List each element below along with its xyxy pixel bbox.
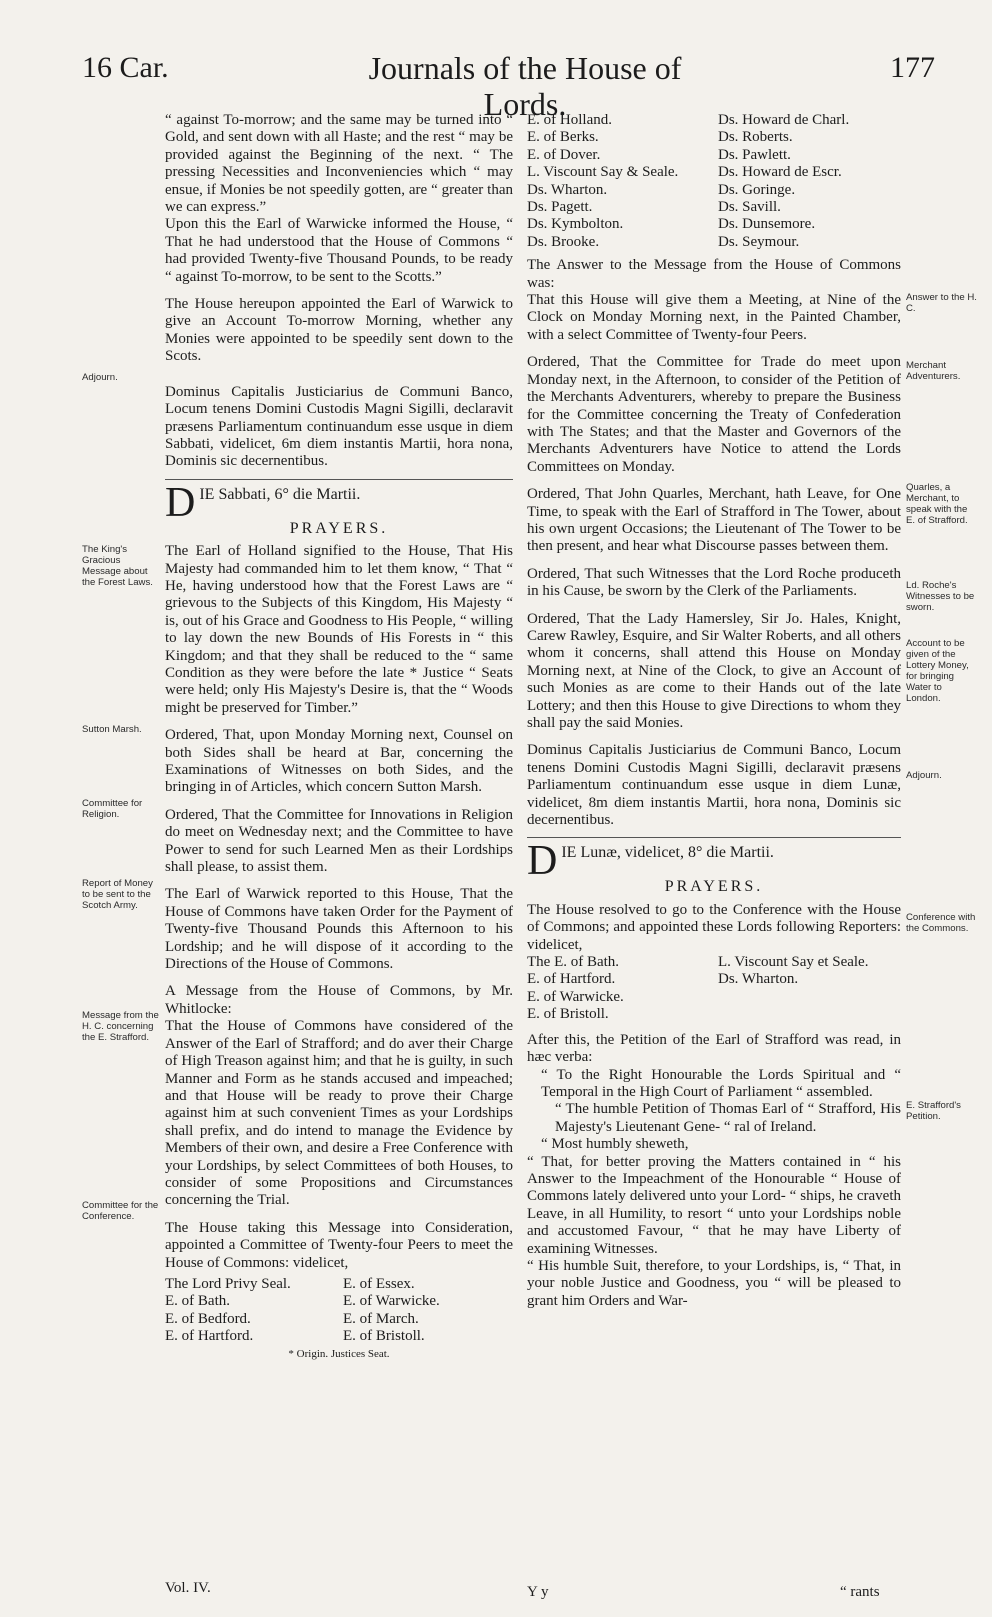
left-adjournment: Dominus Capitalis Justiciarius de Communi Banco, Locum tenens Domini Custodis Magni Sigilli, declaravit præsens Parliamentum continuandum esse usque in diem Sabbati, videlicet, 6m diem instantis Martii, hora nona, Dominis sic decernentibus. [165,383,513,470]
left-religion-committee-order: Ordered, That the Committee for Innovations in Religion do meet on Wednesday next; and the Committee to have Power to send for such Learned Men as their Lordships shall please, to assist them. [165,806,513,876]
margin-note-adjourn-right: Adjourn. [906,770,942,781]
volume-label: Vol. IV. [165,1580,211,1596]
left-committee-list-col2 [335,1276,513,1346]
list-item: E. of Warwicke. [527,988,624,1005]
left-sutton-marsh-order: Ordered, That, upon Monday Morning next, Counsel on both Sides shall be heard at Bar, concerning the Examinations of Witnesses on both Sides, and the bringing in of Articles, which concern Sutton Marsh. [165,727,513,796]
right-lottery-order: Ordered, That the Lady Hamersley, Sir Jo. Hales, Knight, Carew Rawley, Esquire, and Sir Walter Roberts, and all others whom it concerns, shall attend this House on Monday Morning next, at Nine of the Clock, to give an Account of such Monies as are come to their Hands out of the late Lottery; and then this House to give Directions to whom they shall pay the said Monies. [527,610,901,731]
list-item: Ds. Dunsemore. [718,216,816,233]
margin-note-quarles: Quarles, a Merchant, to speak with the E. of Strafford. [906,482,968,526]
margin-note-strafford-message: Message from the H. C. concerning the E. Strafford. [82,1010,159,1043]
margin-note-sutton-marsh: Sutton Marsh. [82,724,142,735]
list-item: The Lord Privy Seal. [165,1275,291,1292]
right-column [527,112,901,1310]
left-committee-list-col1 [165,1276,335,1346]
list-item: Ds. Wharton. [718,971,799,988]
margin-note-answer-hc: Answer to the H. C. [906,292,977,314]
right-petition-sheweth: “ Most humbly sheweth, [541,1136,689,1153]
left-prayers: PRAYERS. [289,519,389,537]
left-commons-message: A Message from the House of Commons, by Mr. Whitlocke: [165,983,513,1017]
right-adjournment: Dominus Capitalis Justiciarius de Communi Banco, Locum tenens Domini Custodis Magni Sigilli, declaravit præsens Parliamentum continuandum esse usque in diem Lunæ, videlicet, 8m diem instantis Martii, hora nona, Dominis sic decernentibus. [527,742,901,829]
left-conference-committee: The House taking this Message into Consideration, appointed a Committee of Twenty-four Peers to meet the House of Commons: videlicet, [165,1219,513,1271]
right-reporters-list [527,954,901,1024]
right-committee-list-col1 [527,112,710,251]
page-number: 177 [890,51,935,84]
right-roche-witnesses-order: Ordered, That such Witnesses that the Lord Roche produceth in his Cause, be sworn by the Clerk of the Parliaments. [527,565,901,600]
right-answer-text: That this House will give them a Meeting, at Nine of the Clock on Monday Morning next, in the Painted Chamber, with a select Committee of Twenty-four Peers. [527,292,901,343]
drop-cap: D [165,479,196,526]
footnote: * Origin. Justices Seat. [288,1347,390,1360]
list-item: Ds. Howard de Charl. [718,112,850,128]
left-day-heading [165,479,513,526]
right-petition-intro: After this, the Petition of the Earl of Strafford was read, in hæc verba: [527,1031,901,1066]
left-warwick-appointed: The House hereupon appointed the Earl of Warwick to give an Account To-morrow Morning, whether any Monies were appointed to be speedily sent down to the Scots. [165,296,513,365]
list-item: E. of March. [343,1310,419,1327]
right-reporters-col1 [527,954,710,1024]
left-warwick-report: The Earl of Warwick reported to this House, That the House of Commons have taken Order for the Payment of Twenty-five Thousand Pounds this Afternoon to his Lordship; and he will dispose of it according to the Directions of the House of Commons. [165,886,513,973]
right-trade-committee-order: Ordered, That the Committee for Trade do meet upon Monday next, in the Afternoon, to consider of the Petition of the Merchants Adventurers, whereby to prepare the Business for the Committee concerning the Treaty of Confederation with The States; and that the Master and Governors of the Merchants Adventurers have Notice to attend the Lords Committees on Monday. [527,354,901,475]
list-item: Ds. Savill. [718,199,781,216]
list-item: E. of Dover. [527,146,601,163]
divider [165,479,513,480]
list-item: Ds. Kymbolton. [527,216,624,233]
list-item: Ds. Brooke. [527,233,600,250]
margin-note-adjourn: Adjourn. [82,372,118,383]
list-item: Ds. Howard de Escr. [718,164,842,181]
list-item: E. of Hartford. [527,971,616,988]
margin-note-conference-committee: Committee for the Conference. [82,1200,159,1222]
divider [527,837,901,838]
right-conference-resolution: The House resolved to go to the Conference with the House of Commons; and appointed these Lords following Reporters: videlicet, [527,901,901,953]
list-item: E. of Bristoll. [343,1328,425,1345]
drop-cap: D [527,838,558,885]
margin-note-lottery: Account to be given of the Lottery Money, for bringing Water to London. [906,638,969,704]
list-item: Ds. Goringe. [718,181,796,198]
margin-note-religion: Committee for Religion. [82,798,143,820]
right-answer-intro: The Answer to the Message from the House of Commons was: [527,257,901,291]
margin-note-forest-laws: The King's Gracious Message about the Forest Laws. [82,544,153,588]
list-item: L. Viscount Say & Seale. [527,164,679,181]
margin-note-strafford-petition: E. Strafford's Petition. [906,1100,961,1122]
margin-note-scotch-army: Report of Money to be sent to the Scotch Army. [82,878,153,911]
list-item: The E. of Bath. [527,954,620,971]
right-petition-body: “ That, for better proving the Matters contained in “ his Answer to the Impeachment of the Honourable “ House of Commons lately delivered unto your Lord- “ ships, he craveth Leave, in all Humility, to resort “ unto your Lordships noble and accustomed Favour, “ that he may have Liberty of examining Witnesses. [527,1153,901,1257]
list-item: E. of Bristoll. [527,1006,609,1023]
right-day-heading [527,838,901,885]
margin-note-merchant-adventurers: Merchant Adventurers. [906,360,961,382]
list-item: E. of Bedford. [165,1310,251,1327]
right-reporters-col2 [710,954,901,1024]
right-committee-list-col2 [710,112,901,251]
list-item: Ds. Wharton. [527,181,608,198]
list-item: E. of Warwicke. [343,1293,440,1310]
left-warwick-informed: Upon this the Earl of Warwicke informed the House, “ That he had understood that the House of Commons “ had provided Twenty-five Thousand Pounds, to be ready “ against To-morrow, to be sent to the Scotts.” [165,216,513,285]
signature-mark: Y y [527,1584,549,1600]
list-item: L. Viscount Say et Seale. [718,954,869,971]
list-item: E. of Hartford. [165,1328,254,1345]
margin-note-roche: Ld. Roche's Witnesses to be sworn. [906,580,975,613]
list-item: E. of Bath. [165,1293,230,1310]
list-item: Ds. Seymour. [718,233,800,250]
left-committee-list [165,1276,513,1346]
right-petition-suit: “ His humble Suit, therefore, to your Lordships, is, “ That, in your noble Justice and Goodness, you “ will be pleased to grant him Orders and War- [527,1257,901,1309]
list-item: E. of Essex. [343,1275,415,1292]
left-strafford-charge: That the House of Commons have considered of the Answer of the Earl of Strafford; and do aver their Charge of High Treason against him; and that he is guilty, in such Manner and Form as he stands accused and impeached; and that House will be ready to prove their Charge against him at such convenient Times as your Lordships shall prefix, and do intend to manage the Evidence by Members of their own, and desire a Free Conference with your Lordships, by select Committees of both Houses, to consider of some Propositions and Circumstances concerning the Trial. [165,1018,513,1209]
running-head-title: Journals of the House of Lords. [368,50,682,122]
left-quote-continuation: “ against To-morrow; and the same may be turned into “ Gold, and sent down with all Haste; and the rest “ may be provided against the Beginning of the next. “ The pressing Necessities and Inconveniencies which “ may ensue, if Monies be not speedily gotten, are “ greater than we can express.” [165,112,513,216]
list-item: Ds. Pagett. [527,199,593,216]
day-heading-text: IE Sabbati, 6° die Martii. [199,485,361,503]
list-item: E. of Berks. [527,129,599,146]
list-item: E. of Holland. [527,112,612,128]
margin-note-conference-commons: Conference with the Commons. [906,912,976,934]
catchword: “ rants [840,1584,880,1600]
right-petition-title: “ The humble Petition of Thomas Earl of “ Strafford, His Majesty's Lieutenant Gene- “ ral of Ireland. [555,1101,901,1135]
day-heading-text: IE Lunæ, videlicet, 8° die Martii. [561,844,774,862]
right-petition-address: “ To the Right Honourable the Lords Spiritual and “ Temporal in the High Court of Parliament “ assembled. [541,1066,901,1100]
running-head-left: 16 Car. [82,51,169,84]
left-column [165,112,513,1363]
right-prayers: PRAYERS. [664,878,764,896]
right-quarles-order: Ordered, That John Quarles, Merchant, hath Leave, for One Time, to speak with the Earl of Strafford in The Tower, about his own urgent Occasions; the Lieutenant of The Tower to be then present, and hear what Discourse passes between them. [527,486,901,555]
list-item: Ds. Roberts. [718,129,793,146]
list-item: Ds. Pawlett. [718,146,791,163]
right-committee-list [527,112,901,251]
left-forest-laws-message: The Earl of Holland signified to the House, That His Majesty had commanded him to let them know, “ That “ He, having understood how that the Forest Laws are “ grievous to the Subjects of this Kingdom, His Majesty “ is, out of his Grace and Goodness to His People, “ willing to lay down the new Bounds of His Forests in “ this Kingdom; and that they shall be reduced to the “ same Condition as they were before the late * Justice “ Seats were held; only His Majesty's Desire is, that the “ Woods might be preserved for Timber.” [165,543,513,716]
